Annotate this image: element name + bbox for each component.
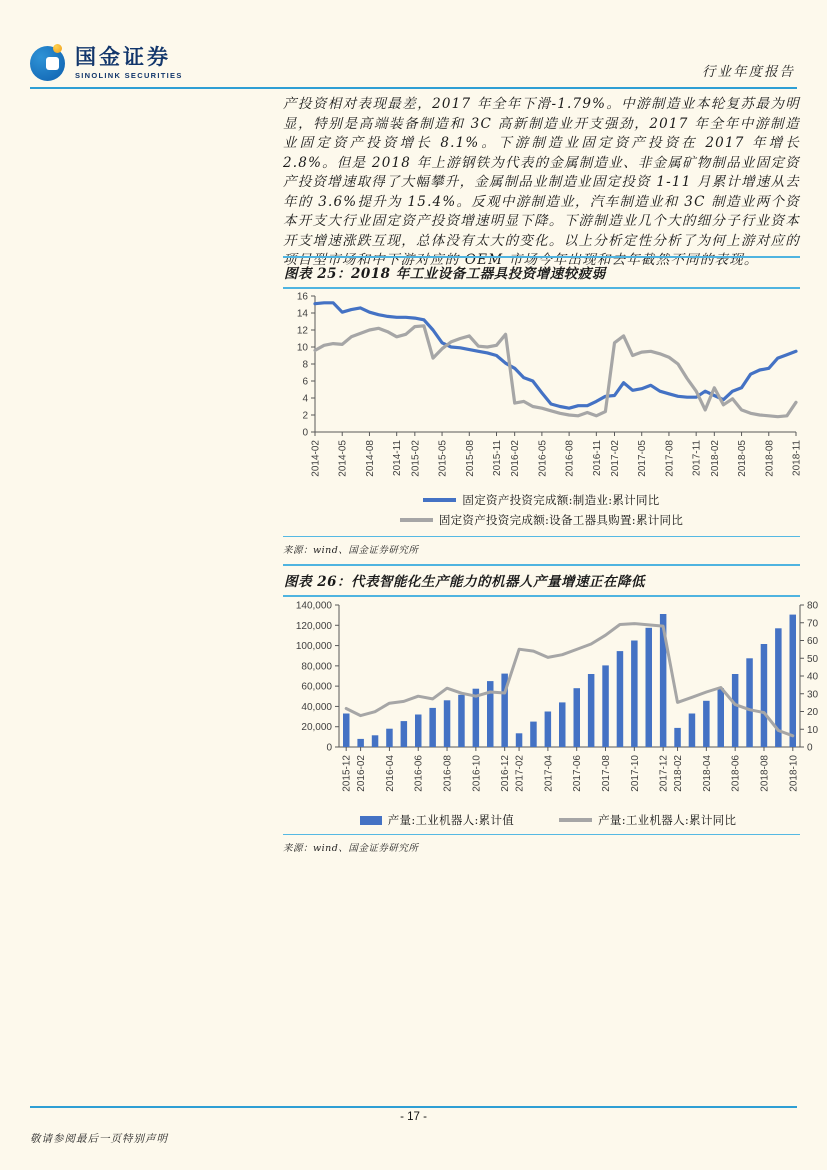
svg-text:10: 10 [296,342,308,354]
brand-name-cn: 国金证券 [75,45,171,69]
gray-line-swatch [559,818,592,821]
svg-text:120,000: 120,000 [295,620,332,632]
svg-text:2018-08: 2018-08 [764,439,776,477]
svg-text:2017-10: 2017-10 [629,755,641,792]
svg-text:0: 0 [326,742,332,754]
footer-rule [30,1106,797,1108]
svg-text:50: 50 [807,653,819,665]
svg-text:2018-02: 2018-02 [673,755,685,792]
svg-text:2015-05: 2015-05 [437,440,449,477]
blue-line-swatch [423,498,456,501]
svg-text:0: 0 [302,427,308,439]
figure-25-caption: 图表 25：2018 年工业设备工器具投资增速较疲弱 [284,266,606,282]
fai-trend-chart-svg [283,288,803,488]
svg-text:2017-06: 2017-06 [572,755,584,792]
svg-text:4: 4 [302,393,308,405]
svg-text:16: 16 [296,291,308,303]
blue-bar-swatch [360,816,382,825]
svg-text:30: 30 [807,689,819,701]
svg-text:80,000: 80,000 [301,661,332,673]
svg-text:2016-10: 2016-10 [471,755,483,792]
svg-text:2017-04: 2017-04 [543,755,555,792]
robot-output-chart [283,594,823,808]
svg-text:20,000: 20,000 [301,722,332,734]
legend-label: 产量:工业机器人:累计同比 [598,813,737,827]
logo-orange-dot [53,44,62,53]
figure-26-header [283,564,800,597]
svg-text:2017-12: 2017-12 [658,755,670,792]
figure-26-legend [283,812,813,828]
svg-text:2016-08: 2016-08 [564,440,576,477]
logo-notch-shape [46,57,59,70]
legend-label: 产量:工业机器人:累计值 [387,813,515,827]
svg-text:40: 40 [807,671,819,683]
figure-26-source: 来源：wind、国金证券研究所 [283,834,800,854]
svg-text:40,000: 40,000 [301,701,332,713]
svg-text:2016-05: 2016-05 [537,440,549,477]
fai-trend-chart [283,288,803,492]
figure-25-header [283,256,800,289]
figure-25-legend [283,492,800,528]
svg-text:12: 12 [296,325,308,337]
svg-text:2017-05: 2017-05 [637,440,649,477]
svg-text:0: 0 [807,742,813,754]
svg-text:2017-11: 2017-11 [691,440,703,476]
svg-text:20: 20 [807,707,819,718]
svg-text:2017-08: 2017-08 [664,440,676,477]
legend-label: 固定资产投资完成额:制造业:累计同比 [462,493,660,507]
legend-item-robot-output [360,812,514,828]
svg-text:2017-08: 2017-08 [601,755,613,792]
svg-text:2014-08: 2014-08 [364,440,376,477]
legend-item-manufacturing [423,492,659,508]
header-rule [30,87,797,89]
svg-text:2016-04: 2016-04 [384,755,396,792]
svg-text:2018-10: 2018-10 [788,755,800,792]
svg-text:80: 80 [807,600,819,612]
svg-text:2017-02: 2017-02 [514,755,526,792]
body-paragraph: 产投资相对表现最差，2017 年全年下滑-1.79%。中游制造业本轮复苏最为明显，特别是高端装备制造和 3C 高新制造业开支强劲，2017 年全年中游制造业固定资产投资增长 8.1%。下游制造业固定资产投资在 2017 年增长 2.8%。但是 2018 年上游钢铁为代表的金属制造业、非金属矿物制品业固定资产投资增速取得了大幅攀升，金属制品业制造业固定投资 1-11 月累计增速从去年的 3.6%提升为 15.4%。反观中游制造业，汽车制造业和 3C 制造业两个资本开支大行业固定资产投资增速明显下降。下游制造业几个大的细分子行业资本开支增速涨跌互现，总体没有太大的变化。以上分析定性分析了为何上游对应的项目型市场和中下游对应的 OEM 市场今年出现和去年截然不同的表现。 [283,96,800,268]
svg-text:2015-08: 2015-08 [464,440,476,477]
svg-text:2015-11: 2015-11 [492,440,504,476]
svg-text:2018-06: 2018-06 [730,755,742,792]
svg-text:6: 6 [302,376,308,388]
legend-item-equipment [400,512,683,528]
legend-item-robot-yoy [559,812,736,828]
figure-26-caption: 图表 26：代表智能化生产能力的机器人产量增速正在降低 [284,574,645,590]
footer-disclaimer: 敬请参阅最后一页特别声明 [30,1133,168,1145]
report-type-label: 行业年度报告 [702,64,795,80]
sinolink-logo-icon [30,44,68,82]
svg-text:60,000: 60,000 [301,681,332,693]
svg-text:8: 8 [302,359,308,371]
sinolink-logo [30,44,183,82]
brand-name-en: SINOLINK SECURITIES [75,70,183,80]
gray-line-swatch [400,518,433,521]
svg-text:60: 60 [807,636,819,647]
figure-25-source: 来源：wind、国金证券研究所 [283,536,800,556]
svg-text:2016-06: 2016-06 [413,755,425,792]
svg-text:2016-12: 2016-12 [500,755,512,792]
legend-label: 固定资产投资完成额:设备工器具购置:累计同比 [438,513,684,527]
page-number: - 17 - [400,1111,427,1123]
svg-text:2016-02: 2016-02 [356,755,368,792]
svg-text:2018-02: 2018-02 [709,440,721,477]
svg-text:2: 2 [302,410,308,422]
svg-text:2016-08: 2016-08 [442,755,454,792]
svg-text:2016-02: 2016-02 [510,440,522,477]
svg-text:2015-12: 2015-12 [341,755,353,792]
svg-text:2016-11: 2016-11 [591,440,603,476]
svg-text:70: 70 [807,618,819,630]
svg-text:2018-11: 2018-11 [791,440,803,476]
svg-text:140,000: 140,000 [295,600,332,612]
svg-text:2018-08: 2018-08 [759,755,771,792]
svg-text:10: 10 [807,724,819,736]
svg-text:2014-05: 2014-05 [337,440,349,477]
svg-text:2014-02: 2014-02 [310,440,322,477]
svg-text:2018-04: 2018-04 [701,755,713,792]
svg-text:2017-02: 2017-02 [609,440,621,477]
svg-text:14: 14 [296,308,308,320]
svg-text:2014-11: 2014-11 [392,440,404,476]
svg-text:2015-02: 2015-02 [410,440,422,477]
robot-output-chart-svg [283,594,823,804]
svg-text:2018-05: 2018-05 [737,440,749,477]
logo-wordmark [75,47,183,80]
svg-text:100,000: 100,000 [295,641,332,653]
